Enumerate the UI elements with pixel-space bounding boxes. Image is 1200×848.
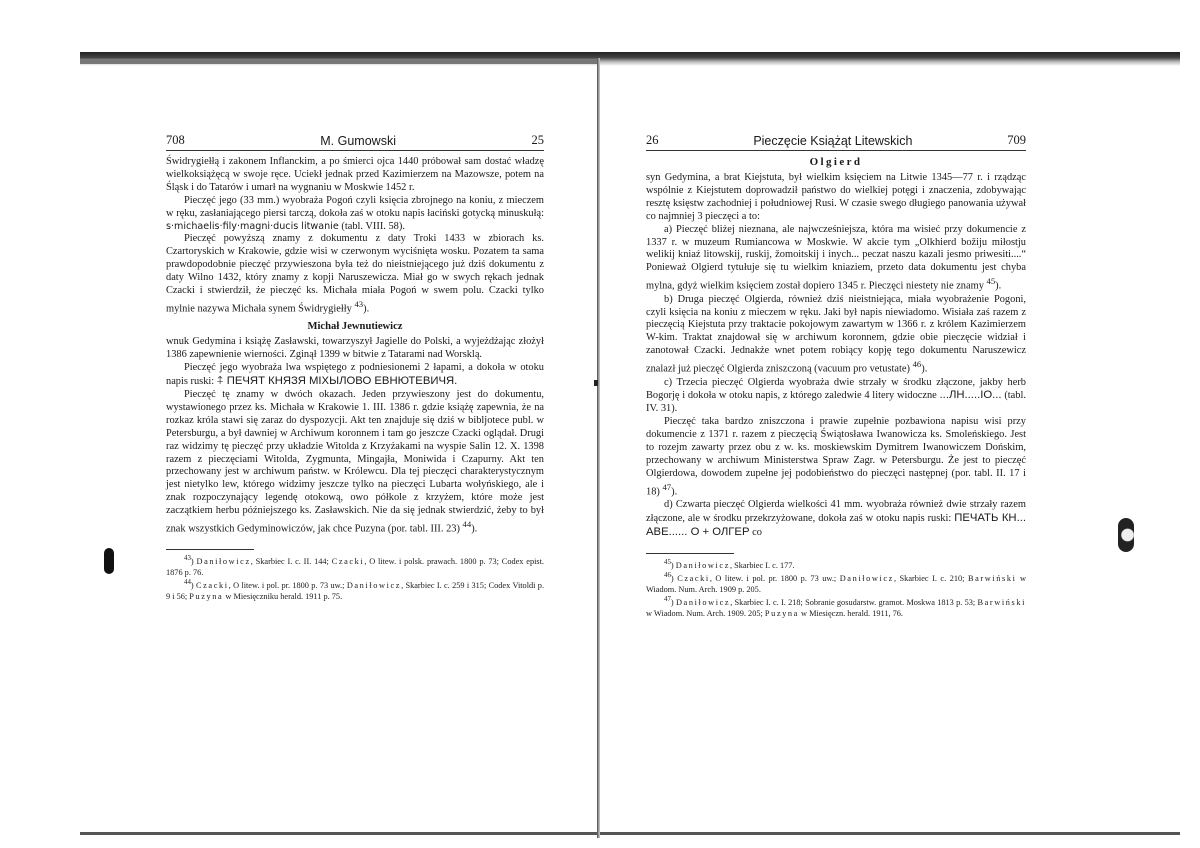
footnote-ref: 44 — [462, 519, 472, 530]
scan-edge-top-shadow — [80, 60, 600, 64]
running-title: Pieczęcie Książąt Litewskich — [753, 134, 913, 148]
paragraph: syn Gedymina, a brat Kiejstuta, był wielkim księciem na Litwie 1345—77 r. i rządząc wspólnie z Kiejstutem doprowadził państwo do wielkiej potęgi i znaczenia, zdobywając resztę księstw zachodniej i południowej Rusi. W czasie swego długiego panowania używał co najmniej 3 pieczęci a to: — [646, 172, 1026, 222]
scan-edge-bottom — [80, 832, 1180, 835]
paragraph: Pieczęć powyższą znamy z dokumentu z daty Troki 1433 w zbiorach ks. Czartoryskich w Krakowie, gdzie wisi w czerwonym wyciśnięta wosku. Pozatem ta sama prawdopodobnie pieczęć przywieszona była też do nieistniejącego już dziś dokumentu z daty Wilno 1432, który znamy z kopji Naruszewicza. Miał go w swych rękach jednak Czacki i stwierdził, że pieczęć ks. Michała miała Pogoń w swem polu. Czacki tylko mylnie nazywa Michała synem Świdrygiełły $^{43}$). — [166, 233, 544, 315]
left-page-body — [166, 156, 544, 536]
footnote-ref: 47 — [662, 481, 672, 492]
footnote-ref: 43 — [354, 298, 364, 309]
footnote-ref: 45 — [986, 276, 996, 287]
right-page-body — [646, 156, 1026, 540]
paragraph: Świdrygiełłą i zakonem Inflanckim, a po śmierci ojca 1440 próbował sam dostać władzę wielkoksiążęcą w swoje ręce. Uciekł jednak przed Kazimierzem na Mazowsze, potem na Śląsk i do Tatarów i umarł na wygnaniu w Moskwie 1452 r. — [166, 156, 544, 193]
footnote: $^{43}$) Daniłowicz, Skarbiec I. c. II. 144; Czacki, O litew. i polsk. prawach. 1800 p. 73; Codex epist. 1876 p. 76. — [166, 555, 545, 577]
footnote: $^{46}$) Czacki, O litew. i pol. pr. 1800 p. 73 uw.; Daniłowicz, Skarbiec I. c. 210; Barwiński w Wiadom. Num. Arch. 1909 p. 205. — [646, 572, 1026, 594]
footnotes — [646, 558, 1026, 619]
paragraph: Pieczęć tę znamy w dwóch okazach. Jeden przywieszony jest do dokumentu, wystawionego przez ks. Michała w Krakowie 1. III. 1386 r. gdzie książę zapewnia, że na rozkaz króla stawi się zaraz do dyspozycji. Akt ten znajduje się dziś w bibljotece publ. w Petersburgu, a był dawniej w Archiwum koronnem i tam go jeszcze Czacki oglądał. Drugi raz widzimy tę pieczęć przy układzie Witolda z Krzyżakami na wyspie Salin 12. X. 1398 razem z pieczęciami Witolda, Zygmunta, Mingajła, Moniwida i Czapurny. Akt ten przechowany jest w archiwum państw. w Królewcu. Dla tej pieczęci charakterystycznym jest nietylko lew, którego widzimy jeszcze tylko na pieczęci Lubarta wołyńskiego, ale i znak rozpoczynający legendę otokową, owo półkole z krzyżem, które może jest zaczątkiem herbu późniejszego ks. Zasławskich. Nie da się jednak stwierdzić, żeby to był znak wszystkich Gedyminowiczów, jak chce Puzyna (por. tabl. III. 23) $^{44}$). — [166, 388, 544, 535]
margin-blot-left — [104, 548, 114, 574]
right-page-header — [646, 133, 1026, 151]
footnotes — [166, 554, 544, 602]
footnote-rule — [646, 553, 734, 554]
page-number-left: 708 — [166, 133, 185, 147]
paragraph: wnuk Gedymina i książę Zasławski, towarzyszył Jagielle do Polski, a wyjeżdżając złożył 1386 zapewnienie wierności. Zginął 1399 w bitwie z Tatarami nad Worsklą. — [166, 336, 544, 361]
paragraph: c) Trzecia pieczęć Olgierda wyobraża dwie strzały w środku złączone, jakby herb Bogorję i dokoła w otoku napis, z którego zaledwie 4 litery widoczne ...ЛН.....IО... (tabl. IV. 31). — [646, 376, 1026, 415]
spine-mark — [594, 380, 598, 386]
page-number-right: 25 — [531, 133, 544, 147]
seal-legend: ...ЛН.....IО... — [939, 389, 1002, 402]
seal-legend: ⍏ ПЕЧЯТ КНЯЗЯ МІХЫЛОВО ЕВНЮТЕВИЧЯ. — [216, 375, 458, 388]
footnote: $^{45}$) Daniłowicz, Skarbiec I. c. 177. — [664, 558, 795, 570]
seal-legend: s·michaelis·fily·magni·ducis litwanie — [166, 220, 339, 232]
paragraph: a) Pieczęć bliżej nieznana, ale najwcześniejsza, która ma wisieć przy dokumencie z 1337 r. w muzeum Rumiancowa w Moskwie. W akcie tym „Olkhierd božiju miłostju welikij kniaź litowskij, ruskij, žomoitskij i inych... peczat naszu kazali jesmo priwesiti....“ Ponieważ Olgierd tytułuje się tu wielkim kniaziem, przeto data dokumentu jest chyba mylna, gdyż wielkim księciem został dopiero 1345 r. Pieczęci niestety nie znamy $^{45}$). — [646, 223, 1026, 292]
page-number-left: 26 — [646, 133, 659, 147]
left-page — [166, 133, 544, 602]
page-number-right: 709 — [1007, 133, 1026, 147]
book-spine — [597, 58, 600, 838]
paragraph: d) Czwarta pieczęć Olgierda wielkości 41 mm. wyobraża również dwie strzały razem złączone, ale w środku przekrzyżowane, dokoła zaś w otoku napis ruski: ПЕЧАТЬ КН... АВЕ...... О + ОЛГЕР со — [646, 499, 1026, 538]
margin-blot-right — [1118, 518, 1134, 552]
running-title: M. Gumowski — [320, 134, 396, 148]
paragraph: Pieczęć jego wyobraża lwa wspiętego z podniesionemi 2 łapami, a dokoła w otoku napis ruski: ⍏ ПЕЧЯТ КНЯЗЯ МІХЫЛОВО ЕВНЮТЕВИЧЯ. — [166, 362, 544, 388]
left-page-header — [166, 133, 544, 151]
section-heading: Michał Jewnutiewicz — [307, 321, 403, 333]
footnote-ref: 46 — [912, 359, 922, 370]
paragraph: Pieczęć jego (33 mm.) wyobraża Pogoń czyli księcia zbrojnego na koniu, z mieczem w ręku, zasłaniającego piersi tarczą, dokoła zaś w otoku napis łaciński gotycką minuskułą: s·michaelis·fily·magni·ducis litwanie (tabl. VIII. 58). — [166, 194, 544, 232]
seal-legend: ПЕЧАТЬ КН... АВЕ...... О + ОЛГЕР — [646, 512, 1026, 538]
paragraph: b) Druga pieczęć Olgierda, również dziś nieistniejąca, miała wyobrażenie Pogoni, czyli księcia na koniu z mieczem w ręku. Jaki był napis niewiadomo. Wisiała zaś razem z pieczęcią Kiejstuta przy traktacie pokojowym zawartym w 1366 r. z królem Kazimierzem W-kim. Traktat znajdował się w archiwum koronnem, gdzie obie pieczęcie widział i zanotował Czacki. Jednakże wnet potem robiący kopję tego dokumentu Naruszewicz znalazł już pieczęć Olgierda zniszczoną (vacuum pro vetustate) $^{46}$). — [646, 293, 1026, 375]
section-heading: Olgierd — [809, 156, 863, 168]
footnote: $^{44}$) Czacki, O litew. i pol. pr. 1800 p. 73 uw.; Daniłowicz, Skarbiec I. c. 259 i 315; Codex Vitoldi p. 9 i 56; Puzyna w Miesięczniku herald. 1911 p. 75. — [166, 579, 545, 601]
footnote: $^{47}$) Daniłowicz, Skarbiec I. c. I. 218; Sobranie gosudarstw. gramot. Moskwa 1813 p. 53; Barwiński w Wiadom. Num. Arch. 1909. 205; Puzyna w Miesięczn. herald. 1911, 76. — [646, 596, 1026, 618]
paragraph: Pieczęć taka bardzo zniszczona i prawie zupełnie pozbawiona napisu wisi przy dokumencie z 1371 r. razem z pieczęcią Świątosława Iwanowicza ks. Smoleńskiego. Jest to rozejm zawarty przez obu z w. ks. moskiewskim Dymitrem Iwanowiczem Dońskim, przechowany w archiwum Ministerstwa Spraw Zagr. w Petersburgu. Że jest to pieczęć Olgierdowa, dowodem zupełne jej podobieństwo do pieczęci następnej (por. tabl. II. 17 i 18) $^{47}$). — [646, 416, 1026, 498]
footnote-rule — [166, 549, 254, 550]
right-page — [646, 133, 1026, 619]
